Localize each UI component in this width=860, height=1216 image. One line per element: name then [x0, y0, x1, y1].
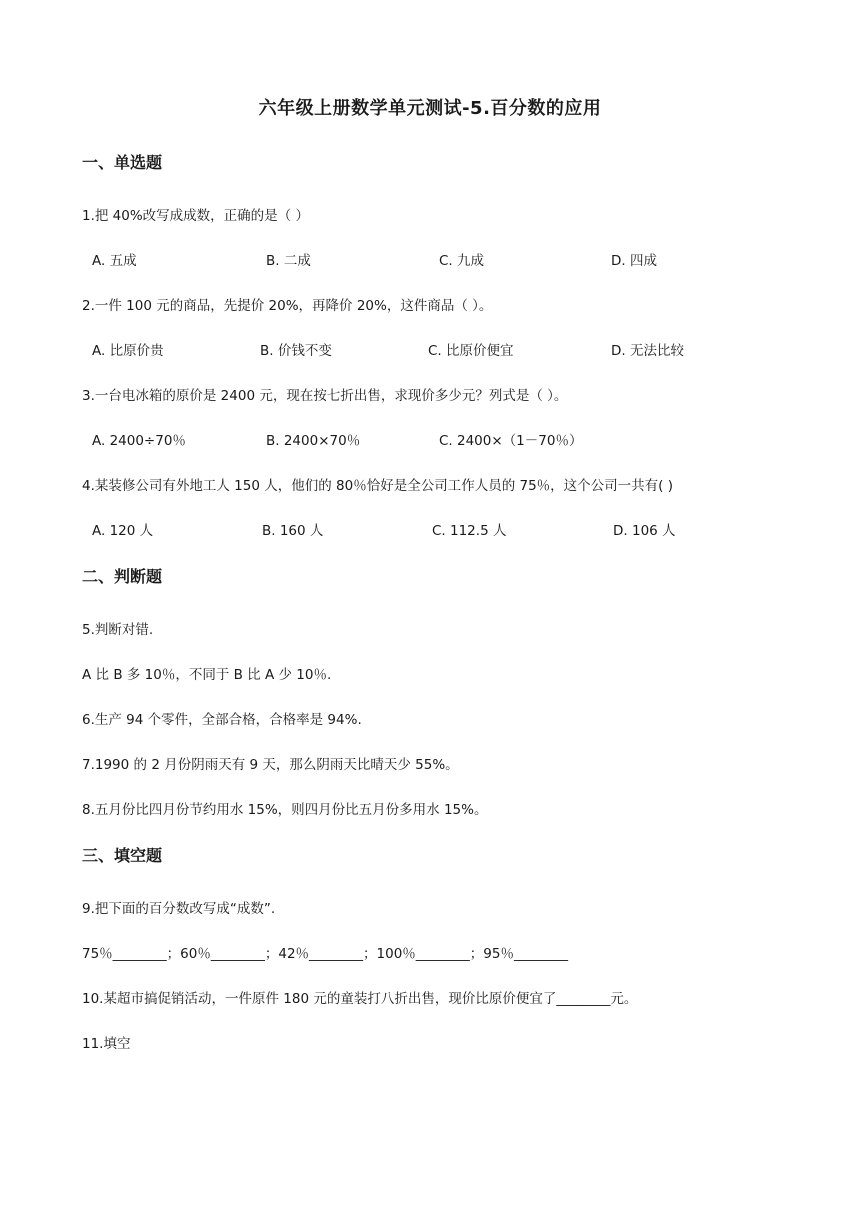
q2-option-b[interactable]: B. 价钱不变 [260, 343, 332, 359]
question-9: 9.把下面的百分数改写成“成数”. [82, 901, 276, 917]
q2-option-d[interactable]: D. 无法比较 [611, 343, 684, 359]
q1-option-a[interactable]: A. 五成 [92, 253, 137, 269]
q1-option-b[interactable]: B. 二成 [266, 253, 311, 269]
q3-option-c[interactable]: C. 2400×（1－70％） [439, 433, 583, 449]
document-title: 六年级上册数学单元测试-5.百分数的应用 [258, 98, 602, 119]
q3-option-b[interactable]: B. 2400×70％ [266, 433, 361, 449]
question-9-blanks[interactable]: 75％________；60％________；42％________；100％________；95％________ [82, 946, 568, 962]
question-5: 5.判断对错. [82, 622, 154, 638]
q4-option-c[interactable]: C. 112.5 人 [432, 523, 507, 539]
q4-option-d[interactable]: D. 106 人 [613, 523, 676, 539]
question-3: 3.一台电冰箱的原价是 2400 元，现在按七折出售，求现价多少元？列式是（ ）。 [82, 388, 568, 404]
question-2: 2.一件 100 元的商品，先提价 20%，再降价 20%，这件商品（ ）。 [82, 298, 493, 314]
q4-option-a[interactable]: A. 120 人 [92, 523, 154, 539]
section-heading-true-false: 二、判断题 [82, 567, 163, 586]
q3-option-a[interactable]: A. 2400÷70％ [92, 433, 186, 449]
question-8: 8.五月份比四月份节约用水 15%，则四月份比五月份多用水 15%。 [82, 802, 488, 818]
question-4: 4.某装修公司有外地工人 150 人，他们的 80％恰好是全公司工作人员的 75％，这个公司一共有( ) [82, 478, 673, 494]
question-11: 11.填空 [82, 1036, 131, 1052]
q1-option-d[interactable]: D. 四成 [611, 253, 657, 269]
q1-option-c[interactable]: C. 九成 [439, 253, 485, 269]
section-heading-single-choice: 一、单选题 [82, 153, 163, 172]
section-heading-fill-in: 三、填空题 [82, 846, 163, 865]
q4-option-b[interactable]: B. 160 人 [262, 523, 324, 539]
q2-option-a[interactable]: A. 比原价贵 [92, 343, 164, 359]
q2-option-c[interactable]: C. 比原价便宜 [428, 343, 514, 359]
question-7: 7.1990 的 2 月份阴雨天有 9 天，那么阴雨天比晴天少 55%。 [82, 757, 459, 773]
question-5-statement: A 比 B 多 10％，不同于 B 比 A 少 10％. [82, 667, 332, 683]
question-1: 1.把 40%改写成成数，正确的是（ ） [82, 208, 309, 224]
question-6: 6.生产 94 个零件，全部合格，合格率是 94%. [82, 712, 362, 728]
question-10: 10.某超市搞促销活动，一件原件 180 元的童装打八折出售，现价比原价便宜了________元。 [82, 991, 638, 1007]
